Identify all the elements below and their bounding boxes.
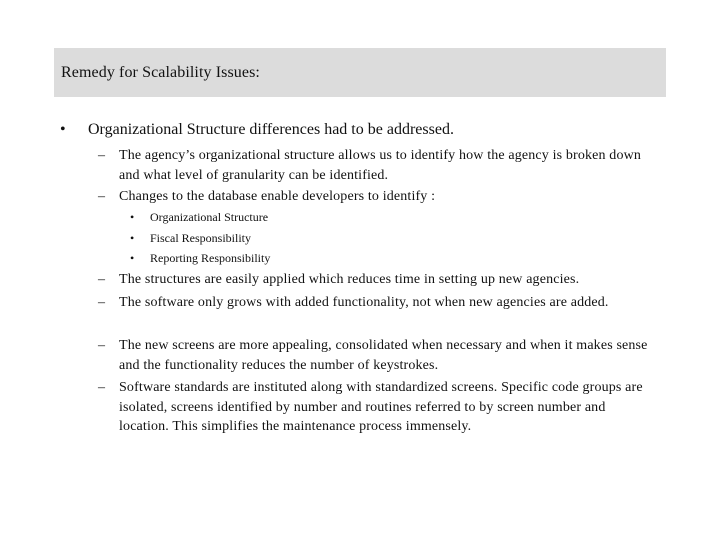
dash-icon: – [98,380,106,395]
sub-point-text: The agency’s organizational structure allows us to identify how the agency is broken down and what level of granularity can be identified. [119,148,642,183]
dash-icon: – [98,189,106,204]
dash-icon: – [98,272,106,287]
identify-item [130,209,630,225]
sub-point [98,293,658,313]
dash-icon: – [98,338,106,353]
sub-point [98,378,658,437]
identify-item-text: Reporting Responsibility [150,251,271,265]
small-bullet-icon: • [130,231,135,245]
identify-item [130,250,630,266]
identify-item [130,230,630,246]
sub-point-text: The software only grows with added functionality, not when new agencies are added. [119,295,609,310]
identify-item-text: Fiscal Responsibility [150,231,252,245]
sub-point [98,270,658,290]
sub-point-text: The new screens are more appealing, consolidated when necessary and when it makes sense and the functionality reduces the number of keystrokes. [119,338,648,373]
small-bullet-icon: • [130,210,135,224]
sub-point-text: The structures are easily applied which reduces time in setting up new agencies. [119,272,580,287]
sub-point [98,336,658,375]
dash-icon: – [98,295,106,310]
identify-item-text: Organizational Structure [150,210,269,224]
sub-point-text: Changes to the database enable developers to identify : [119,189,436,204]
main-point-text: Organizational Structure differences had to be addressed. [88,121,454,138]
dash-icon: – [98,148,106,163]
small-bullet-icon: • [130,251,135,265]
sub-point [98,146,658,185]
bullet-icon: • [60,121,66,138]
sub-point [98,187,658,207]
slide-title: Remedy for Scalability Issues: [61,63,260,81]
sub-point-text: Software standards are instituted along with standardized screens. Specific code groups are isolated, screens identified by number and routines referred to by screen number and location. This simplifies the maintenance process immensely. [119,380,643,434]
